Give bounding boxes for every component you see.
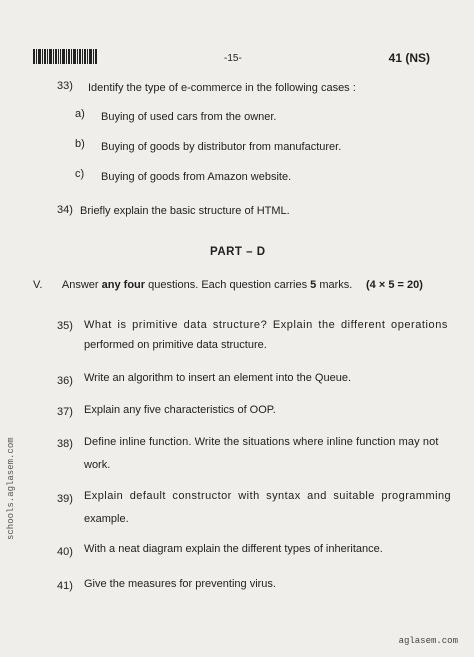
question-number: 41) <box>57 580 73 592</box>
option-text: Buying of goods by distributor from manufacturer. <box>101 141 342 153</box>
question-text-cont: performed on primitive data structure. <box>84 339 267 351</box>
option-text: Buying of used cars from the owner. <box>101 111 277 123</box>
question-number: 33) <box>57 80 73 92</box>
option-text: Buying of goods from Amazon website. <box>101 171 292 183</box>
question-number: 34) <box>57 204 73 216</box>
question-number: 36) <box>57 375 73 387</box>
instruction-text: marks. <box>316 279 353 291</box>
question-text: What is primitive data structure? Explain the different operations <box>84 319 448 331</box>
question-text: Identify the type of e-commerce in the following cases : <box>88 82 356 94</box>
question-number: 40) <box>57 546 73 558</box>
side-watermark: schools.aglasem.com <box>6 437 16 540</box>
question-number: 38) <box>57 438 73 450</box>
section-instruction <box>33 279 352 291</box>
question-number: 37) <box>57 406 73 418</box>
section-number: V. <box>33 279 43 291</box>
paper-code: 41 (NS) <box>388 51 430 65</box>
footer-watermark: aglasem.com <box>398 636 458 646</box>
question-number: 35) <box>57 320 73 332</box>
instruction-bold: 5 <box>310 279 317 291</box>
question-text: Explain any five characteristics of OOP. <box>84 404 276 416</box>
question-text: Write an algorithm to insert an element into the Queue. <box>84 372 351 384</box>
option-label: b) <box>75 138 85 150</box>
question-text-cont: example. <box>84 513 129 525</box>
option-label: a) <box>75 108 85 120</box>
marks-allocation: (4 × 5 = 20) <box>366 279 423 291</box>
option-label: c) <box>75 168 85 180</box>
question-number: 39) <box>57 493 73 505</box>
question-text: Explain default constructor with syntax and suitable programming <box>84 490 452 502</box>
page-number: -15- <box>224 53 242 64</box>
instruction-text: questions. Each question carries <box>145 279 311 291</box>
part-title: PART – D <box>210 246 266 258</box>
question-text: Define inline function. Write the situations where inline function may not <box>84 436 439 448</box>
question-text: Give the measures for preventing virus. <box>84 578 276 590</box>
question-text: Briefly explain the basic structure of HTML. <box>80 205 290 217</box>
barcode <box>33 49 97 64</box>
question-text: With a neat diagram explain the different types of inheritance. <box>84 543 383 555</box>
question-text-cont: work. <box>84 459 111 471</box>
instruction-text: Answer <box>61 279 102 291</box>
instruction-bold: any four <box>101 279 146 291</box>
